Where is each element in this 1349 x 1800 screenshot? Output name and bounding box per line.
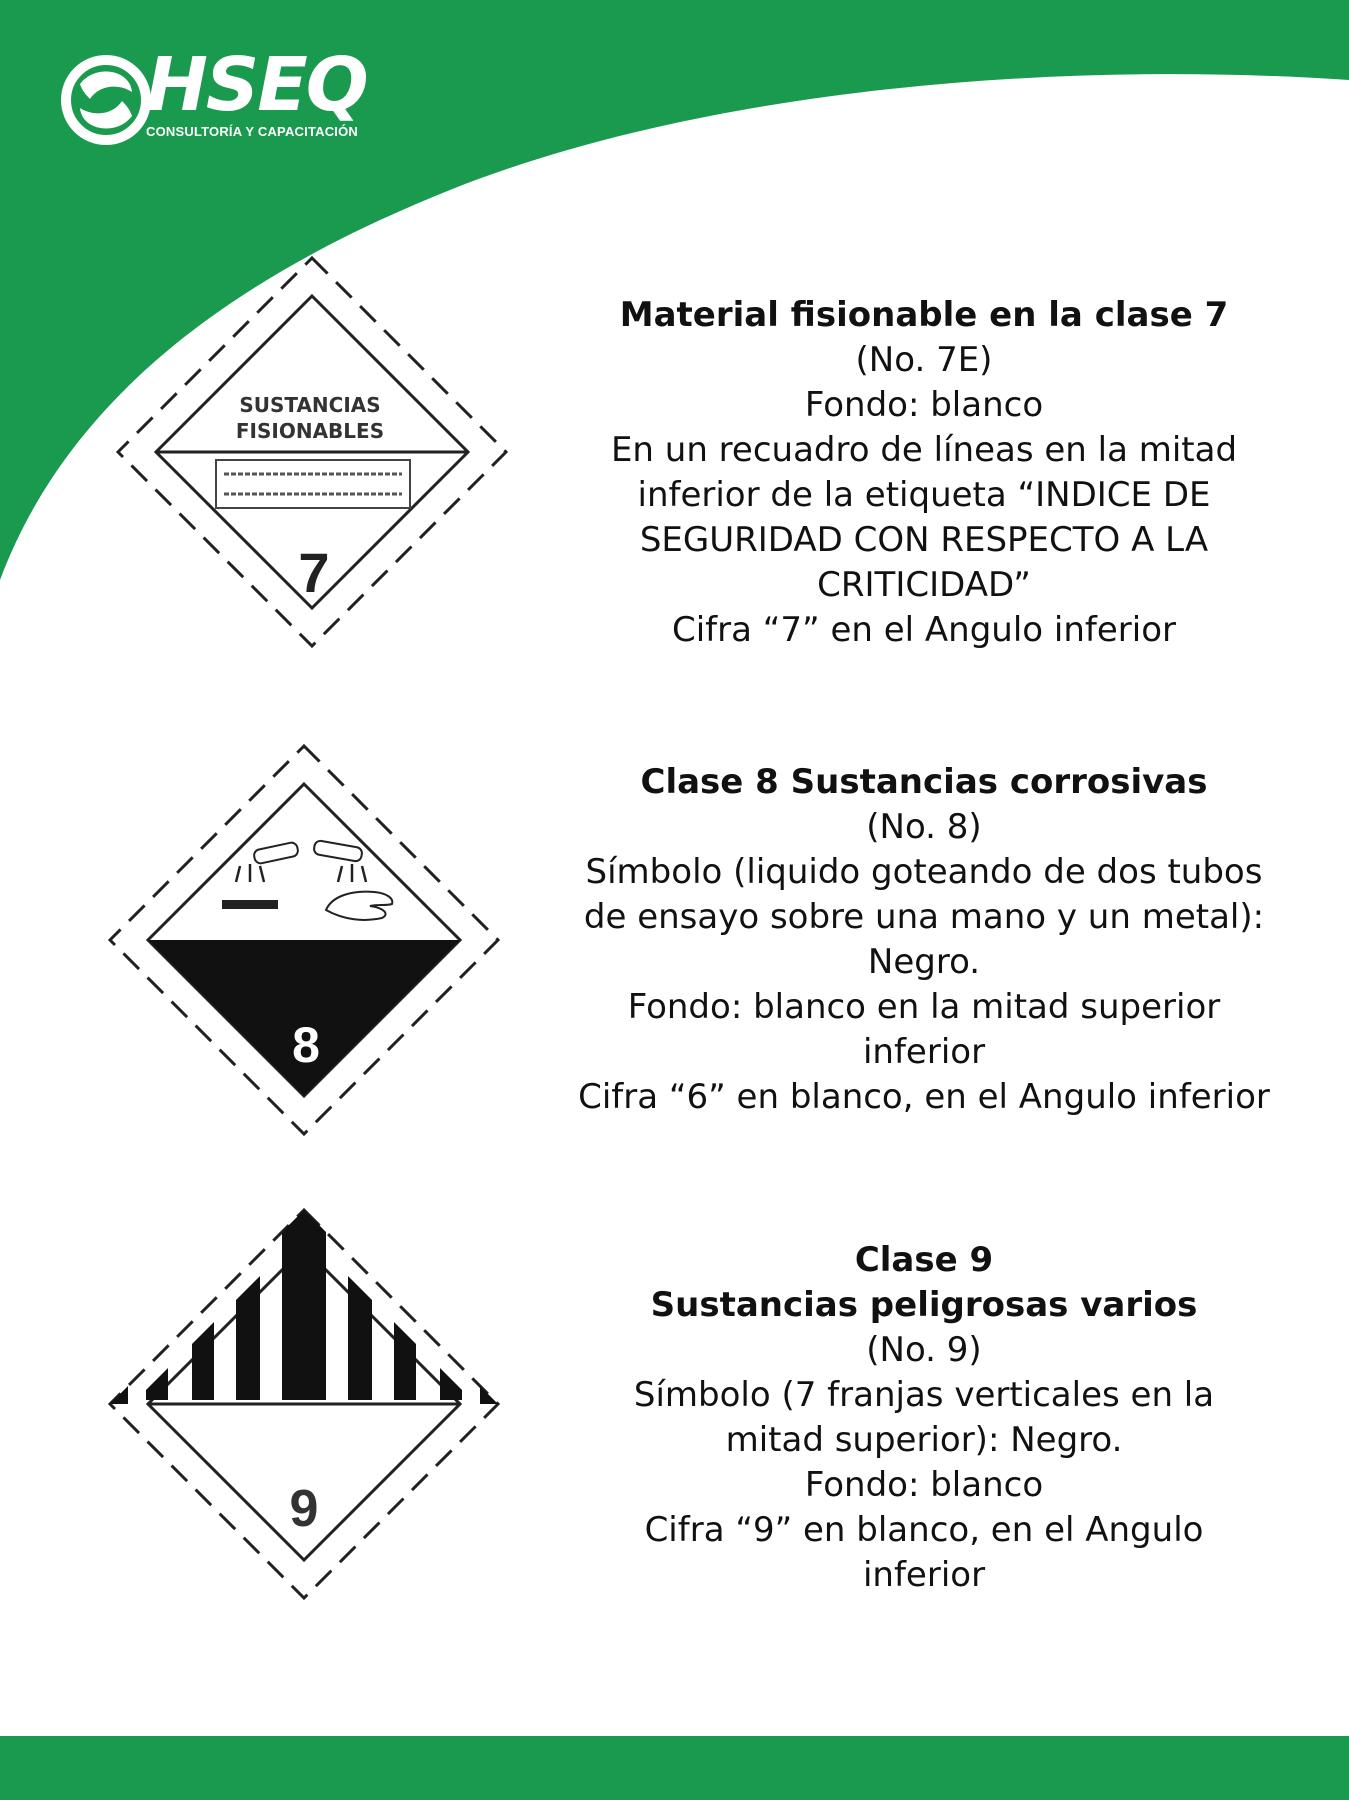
class-7-line: inferior de la etiqueta “INDICE DE <box>637 475 1211 515</box>
sign-7-label-line1: SUSTANCIAS <box>239 393 381 417</box>
hseq-logo <box>60 42 400 148</box>
class-7-description <box>564 293 1284 653</box>
class-7-line: Cifra “7” en el Angulo inferior <box>672 610 1176 650</box>
class-7-line: En un recuadro de líneas en la mitad <box>610 430 1238 470</box>
class-8-line: (No. 8) <box>866 807 982 847</box>
sign-9-class-number: 9 <box>289 1480 319 1538</box>
hseq-logo-swirl-icon <box>60 54 152 146</box>
class-7-line: (No. 7E) <box>855 340 993 380</box>
class-7-line: Fondo: blanco <box>804 385 1044 425</box>
class-8-line: Fondo: blanco en la mitad superior <box>627 987 1221 1027</box>
class-9-miscellaneous-label-icon <box>104 1204 504 1604</box>
class-9-line: Fondo: blanco <box>804 1465 1044 1505</box>
class-9-title: Clase 9 <box>854 1240 994 1280</box>
footer-green-bar <box>0 1736 1349 1800</box>
class-8-line: inferior <box>862 1032 986 1072</box>
class-8-line: Negro. <box>867 942 981 982</box>
class-7-fissile-label-icon <box>112 252 512 652</box>
class-7-title: Material fisionable en la clase 7 <box>619 295 1229 335</box>
sign-7-label-line2: FISIONABLES <box>235 419 385 443</box>
class-9-line: (No. 9) <box>866 1330 982 1370</box>
brand-name: HSEQ <box>146 42 367 128</box>
class-9-line: Cifra “9” en blanco, en el Angulo <box>644 1510 1204 1550</box>
class-8-description <box>564 760 1284 1120</box>
class-8-title: Clase 8 Sustancias corrosivas <box>640 762 1208 802</box>
sign-8-class-number: 8 <box>292 1017 320 1073</box>
brand-tagline: CONSULTORÍA Y CAPACITACIÓN <box>146 124 359 139</box>
class-9-subtitle: Sustancias peligrosas varios <box>650 1285 1198 1325</box>
class-9-line: mitad superior): Negro. <box>725 1420 1123 1460</box>
class-8-corrosive-label-icon <box>104 740 504 1140</box>
class-9-line: inferior <box>862 1555 986 1595</box>
class-9-line: Símbolo (7 franjas verticales en la <box>633 1375 1215 1415</box>
class-9-description <box>564 1238 1284 1598</box>
sign-7-class-number: 7 <box>298 541 330 604</box>
class-8-line: de ensayo sobre una mano y un metal): <box>583 897 1265 937</box>
class-7-line: SEGURIDAD CON RESPECTO A LA <box>639 520 1209 560</box>
class-7-line: CRITICIDAD” <box>817 565 1031 605</box>
class-8-line: Símbolo (liquido goteando de dos tubos <box>585 852 1263 892</box>
class-8-line: Cifra “6” en blanco, en el Angulo inferior <box>578 1077 1270 1117</box>
